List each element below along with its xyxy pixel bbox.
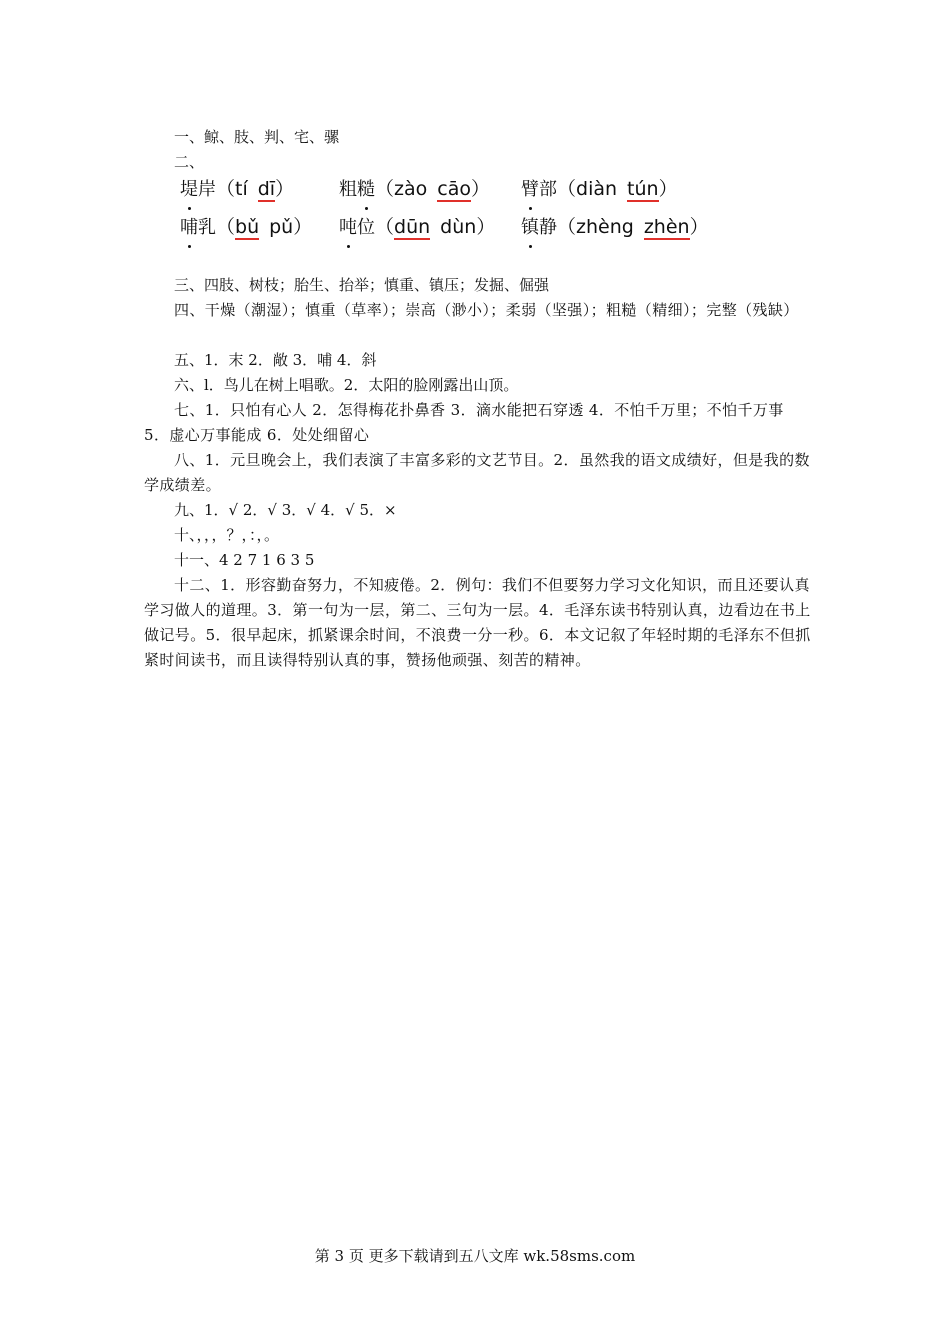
answer-q2-label: 二、 xyxy=(174,153,205,171)
pinyin-item-3-char: 臂 xyxy=(521,177,539,203)
answer-q7: 七、1．只怕有心人 2．怎得梅花扑鼻香 3．滴水能把石穿透 4．不怕千万里；不怕千万事 5．虚心万事能成 6．处处细留心 xyxy=(144,401,784,444)
answer-q5: 五、1．末 2．敞 3．哺 4．斜 xyxy=(174,351,377,369)
answer-q9: 九、1．√ 2．√ 3．√ 4．√ 5．× xyxy=(174,501,397,519)
pinyin-item-5-second: dùn xyxy=(440,216,477,238)
pinyin-item-6-second: zhèn xyxy=(643,216,690,238)
pinyin-item-6-first: zhèng xyxy=(576,216,634,238)
pinyin-item-6-char: 镇 xyxy=(521,215,539,241)
pinyin-item-4-first: bǔ xyxy=(235,216,260,238)
pinyin-item-3-first: diàn xyxy=(576,178,618,200)
pinyin-item-2-second: cāo xyxy=(437,178,471,200)
pinyin-item-2-char: 糙 xyxy=(357,177,375,203)
pinyin-item-1: 堤岸（tí dī） xyxy=(180,176,294,203)
pinyin-item-4-char: 哺 xyxy=(180,215,198,241)
pinyin-item-1-second: dī xyxy=(257,178,276,200)
pinyin-item-6: 镇静（zhèng zhèn） xyxy=(521,214,709,241)
pinyin-item-3: 臂部（diàn tún） xyxy=(521,176,678,203)
answer-q6: 六、l．鸟儿在树上唱歌。2．太阳的脸刚露出山顶。 xyxy=(174,376,519,394)
answer-q10: 十、，，，？，：，。 xyxy=(174,526,280,544)
page-footer: 第 3 页 更多下载请到五八文库 wk.58sms.com xyxy=(314,1247,636,1265)
answer-q4: 四、干燥（潮湿）；慎重（草率）；崇高（渺小）；柔弱（坚强）；粗糙（精细）；完整（残缺） xyxy=(174,301,799,319)
pinyin-item-3-second: tún xyxy=(627,178,659,200)
pinyin-item-1-first: tí xyxy=(235,178,248,200)
pinyin-item-1-char: 堤 xyxy=(180,177,198,203)
answer-q1: 一、鲸、肢、判、宅、骡 xyxy=(174,128,340,146)
pinyin-item-5-char: 吨 xyxy=(339,215,357,241)
pinyin-item-2-first: zào xyxy=(394,178,428,200)
pinyin-item-2: 粗糙（zào cāo） xyxy=(339,176,490,203)
pinyin-item-4: 哺乳（bǔ pǔ） xyxy=(180,214,312,241)
pinyin-item-5-first: dūn xyxy=(394,216,431,238)
pinyin-item-5: 吨位（dūn dùn） xyxy=(339,214,495,241)
answer-q11: 十一、4 2 7 1 6 3 5 xyxy=(174,551,315,569)
answer-q12: 十二、1．形容勤奋努力，不知疲倦。2．例句：我们不但要努力学习文化知识，而且还要认真学习做人的道理。3．第一句为一层，第二、三句为一层。4．毛泽东读书特别认真，边看边在书上做记号。5．很早起床，抓紧课余时间，不浪费一分一秒。6．本文记叙了年轻时期的毛泽东不但抓紧时间读书，而且读得特别认真的事，赞扬他顽强、刻苦的精神。 xyxy=(144,576,811,669)
pinyin-item-4-second: pǔ xyxy=(269,216,294,238)
answer-q3: 三、四肢、树枝；胎生、抬举；慎重、镇压；发掘、倔强 xyxy=(174,276,550,294)
answer-q8: 八、1．元旦晚会上，我们表演了丰富多彩的文艺节目。2．虽然我的语文成绩好，但是我的数学成绩差。 xyxy=(144,451,810,494)
